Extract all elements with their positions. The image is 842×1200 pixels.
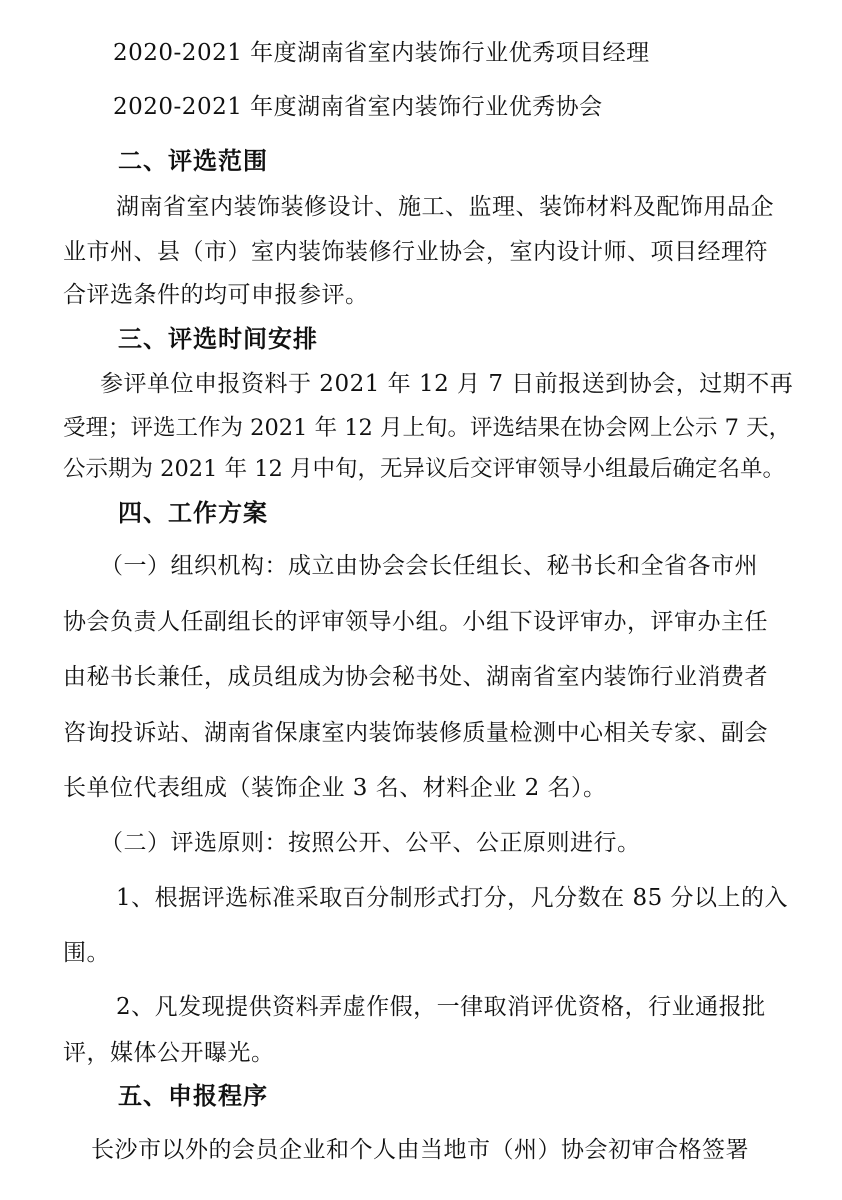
award-item: 2020-2021 年度湖南省室内装饰行业优秀项目经理 xyxy=(113,40,650,66)
section-heading: 四、工作方案 xyxy=(118,499,268,527)
paragraph-line: 长单位代表组成（装饰企业 3 名、材料企业 2 名）。 xyxy=(63,775,607,801)
paragraph-line: 长沙市以外的会员企业和个人由当地市（州）协会初审合格签署 xyxy=(91,1137,749,1163)
paragraph-line: 由秘书长兼任，成员组成为协会秘书处、湖南省室内装饰行业消费者 xyxy=(63,664,768,690)
paragraph-line: 公示期为 2021 年 12 月中旬，无异议后交评审领导小组最后确定名单。 xyxy=(63,456,786,482)
section-heading: 五、申报程序 xyxy=(118,1082,268,1110)
paragraph-line: 2、凡发现提供资料弄虚作假，一律取消评优资格，行业通报批 xyxy=(116,994,766,1020)
paragraph-line: 合评选条件的均可申报参评。 xyxy=(63,282,369,308)
paragraph-line: 业市州、县（市）室内装饰装修行业协会，室内设计师、项目经理符 xyxy=(63,239,768,265)
paragraph-line: 围。 xyxy=(63,940,110,966)
paragraph-line: 咨询投诉站、湖南省保康室内装饰装修质量检测中心相关专家、副会 xyxy=(63,720,768,746)
section-heading: 二、评选范围 xyxy=(118,147,268,175)
paragraph-line: 评，媒体公开曝光。 xyxy=(63,1040,275,1066)
paragraph-line: 协会负责人任副组长的评审领导小组。小组下设评审办，评审办主任 xyxy=(63,609,768,635)
paragraph-line: 受理；评选工作为 2021 年 12 月上旬。评选结果在协会网上公示 7 天， xyxy=(63,415,792,441)
paragraph-line: （一）组织机构：成立由协会会长任组长、秘书长和全省各市州 xyxy=(100,553,758,579)
section-heading: 三、评选时间安排 xyxy=(118,325,318,353)
paragraph-line: 湖南省室内装饰装修设计、施工、监理、装饰材料及配饰用品企 xyxy=(116,194,774,220)
paragraph-line: 参评单位申报资料于 2021 年 12 月 7 日前报送到协会，过期不再 xyxy=(100,371,794,397)
paragraph-line: （二）评选原则：按照公开、公平、公正原则进行。 xyxy=(100,830,641,856)
paragraph-line: 1、根据评选标准采取百分制形式打分，凡分数在 85 分以上的入 xyxy=(116,885,789,911)
award-item: 2020-2021 年度湖南省室内装饰行业优秀协会 xyxy=(113,94,603,120)
